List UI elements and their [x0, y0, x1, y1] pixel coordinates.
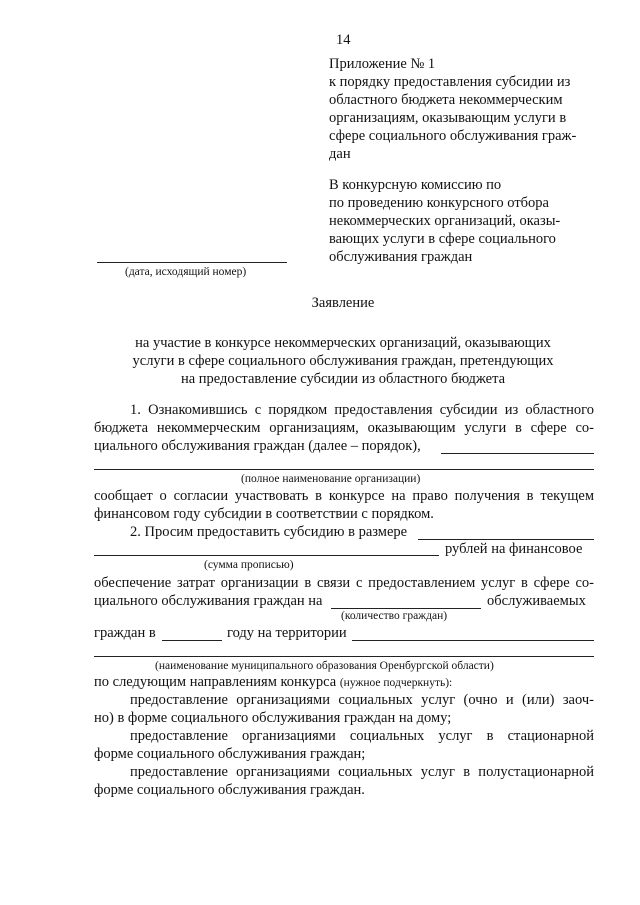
directions-hint: (нужное подчеркнуть):	[339, 677, 453, 689]
p2-line: году на территории	[227, 625, 347, 641]
sum-caption: (сумма прописью)	[204, 559, 294, 571]
count-caption: (количество граждан)	[341, 610, 448, 622]
p1-line: бюджета некоммерческим организациям, оказывающим услуги в сфере со-	[94, 420, 594, 436]
directions-intro: по следующим направлениям конкурса	[94, 674, 340, 690]
appendix-line: к порядку предоставления субсидии из	[329, 74, 571, 90]
addressee-line: обслуживания граждан	[329, 249, 473, 265]
date-number-caption: (дата, исходящий номер)	[125, 266, 247, 278]
addressee-line: по проведению конкурсного отбора	[329, 195, 549, 211]
appendix-line: сфере социального обслуживания граж-	[329, 128, 577, 144]
p1-line: 1. Ознакомившись с порядком предоставления субсидии из областного	[130, 402, 594, 418]
direction-line[interactable]: предоставление организациями социальных услуг (очно и (или) заоч-	[130, 692, 594, 708]
direction-line[interactable]: но) в форме социального обслуживания граждан на дому;	[94, 710, 452, 726]
p2-line: обслуживаемых	[487, 593, 586, 609]
subtitle-line: услуги в сфере социального обслуживания граждан, претендующих	[132, 353, 554, 369]
appendix-line: областного бюджета некоммерческим	[329, 92, 563, 108]
direction-line[interactable]: форме социального обслуживания граждан;	[94, 746, 366, 762]
subtitle-line: на предоставление субсидии из областного бюджета	[180, 371, 506, 387]
year-field[interactable]	[162, 640, 222, 641]
subsidy-amount-words-field[interactable]	[94, 555, 439, 556]
appendix-block	[329, 55, 599, 163]
p2-line: обеспечение затрат организации в связи с предоставлением услуг в сфере со-	[94, 575, 594, 591]
territory-field[interactable]	[352, 640, 594, 641]
subtitle-line: на участие в конкурсе некоммерческих организаций, оказывающих	[135, 335, 551, 351]
org-name-field-part1[interactable]	[441, 453, 594, 454]
municipality-field[interactable]	[94, 656, 594, 657]
appendix-line: дан	[329, 146, 351, 162]
municipality-caption: (наименование муниципального образования Оренбургской области)	[155, 660, 494, 672]
p1-line: циального обслуживания граждан (далее – порядок),	[94, 438, 421, 454]
p2-line: циального обслуживания граждан на	[94, 593, 323, 609]
addressee-block	[329, 176, 599, 266]
appendix-line: организациям, оказывающим услуги в	[329, 110, 567, 126]
direction-line[interactable]: форме социального обслуживания граждан.	[94, 782, 365, 798]
document-subtitle	[0, 334, 640, 388]
addressee-line: вающих услуги в сфере социального	[329, 231, 556, 247]
org-name-caption: (полное наименование организации)	[241, 473, 421, 485]
p2-line: граждан в	[94, 625, 156, 641]
direction-line[interactable]: предоставление организациями социальных услуг в полустационарной	[130, 764, 594, 780]
addressee-line: В конкурсную комиссию по	[329, 177, 502, 193]
appendix-title: Приложение № 1	[329, 56, 436, 72]
p1-cont-line: финансовом году субсидии в соответствии с порядком.	[94, 506, 434, 522]
p2-line	[94, 673, 452, 691]
date-number-field[interactable]	[97, 262, 287, 263]
p2-rub-text: рублей на финансовое	[445, 541, 583, 557]
addressee-line: некоммерческих организаций, оказы-	[329, 213, 561, 229]
direction-line[interactable]: предоставление организациями социальных услуг в стационарной	[130, 728, 594, 744]
p1-cont-line: сообщает о согласии участвовать в конкурсе на право получения в текущем	[94, 488, 594, 504]
page-number: 14	[336, 32, 351, 48]
p2-line: 2. Просим предоставить субсидию в размере	[130, 524, 408, 540]
document-title: Заявление	[311, 295, 375, 311]
org-name-field[interactable]	[94, 469, 594, 470]
